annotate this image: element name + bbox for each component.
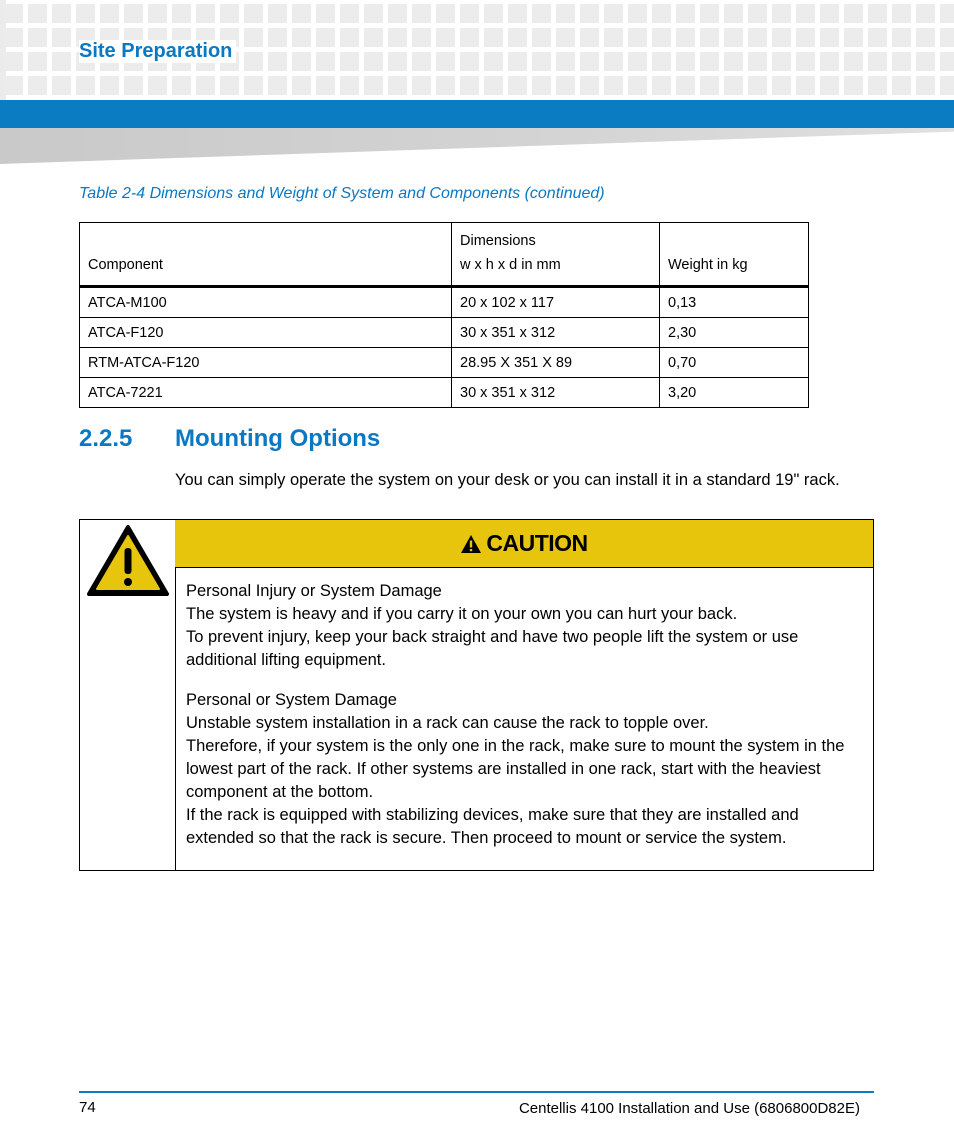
header-pattern-square xyxy=(676,52,695,71)
header-pattern-square xyxy=(292,4,311,23)
page-number: 74 xyxy=(79,1099,96,1116)
header-pattern-square xyxy=(196,4,215,23)
header-pattern-square xyxy=(772,52,791,71)
section-number: 2.2.5 xyxy=(79,425,133,452)
header-pattern-square xyxy=(244,28,263,47)
table-row xyxy=(80,348,809,378)
header-pattern-square xyxy=(292,52,311,71)
header-pattern-square xyxy=(748,52,767,71)
header-pattern-square xyxy=(556,28,575,47)
header-pattern-square xyxy=(388,28,407,47)
header-pattern-square xyxy=(820,52,839,71)
header-pattern-square xyxy=(700,28,719,47)
header-pattern-square xyxy=(124,4,143,23)
header-pattern-square xyxy=(868,28,887,47)
header-pattern-square xyxy=(628,4,647,23)
header-pattern-square xyxy=(268,76,287,95)
header-pattern-square xyxy=(76,4,95,23)
header-pattern-square xyxy=(28,76,47,95)
header-pattern-square xyxy=(268,28,287,47)
header-pattern-square xyxy=(652,28,671,47)
header-pattern-square xyxy=(436,28,455,47)
header-pattern-square xyxy=(148,4,167,23)
header-pattern-square xyxy=(316,28,335,47)
table-row xyxy=(80,378,809,408)
column-header-component: Component xyxy=(80,223,452,287)
header-pattern-square xyxy=(508,4,527,23)
header-blue-bar xyxy=(0,100,954,128)
header-pattern-square xyxy=(28,52,47,71)
caution-heading: Personal Injury or System Damage xyxy=(186,582,442,600)
header-pattern-square xyxy=(508,76,527,95)
header-pattern-square xyxy=(268,52,287,71)
table-cell: 2,30 xyxy=(660,318,809,348)
header-pattern-square xyxy=(796,76,815,95)
header-pattern-square xyxy=(820,28,839,47)
header-pattern-square xyxy=(484,52,503,71)
header-pattern-square xyxy=(652,4,671,23)
header-pattern-square xyxy=(580,52,599,71)
header-pattern-square xyxy=(892,4,911,23)
header-pattern-square xyxy=(52,4,71,23)
column-header-weight: Weight in kg xyxy=(660,223,809,287)
header-pattern-square xyxy=(532,52,551,71)
header-pattern-square xyxy=(172,76,191,95)
warning-triangle-icon xyxy=(86,524,170,598)
caution-text xyxy=(186,580,861,867)
header-pattern-square xyxy=(28,4,47,23)
table-cell: 0,13 xyxy=(660,287,809,318)
header-pattern-square xyxy=(388,76,407,95)
header-pattern-square xyxy=(220,4,239,23)
header-pattern-square xyxy=(916,76,935,95)
caution-line: To prevent injury, keep your back straight and have two people lift the system or use additional lifting equipment. xyxy=(186,628,799,669)
header-pattern-square xyxy=(292,28,311,47)
header-pattern-square xyxy=(580,28,599,47)
header-pattern-square xyxy=(484,4,503,23)
caution-banner xyxy=(175,520,873,568)
header-pattern-square xyxy=(676,28,695,47)
header-pattern-square xyxy=(364,28,383,47)
header-pattern-square xyxy=(892,28,911,47)
header-pattern-square xyxy=(820,4,839,23)
table-cell: RTM-ATCA-F120 xyxy=(80,348,452,378)
header-pattern-square xyxy=(340,52,359,71)
header-pattern-square xyxy=(340,76,359,95)
header-pattern-square xyxy=(460,52,479,71)
header-pattern-square xyxy=(388,52,407,71)
table-cell: 30 x 351 x 312 xyxy=(452,318,660,348)
header-pattern-square xyxy=(52,76,71,95)
caution-line: The system is heavy and if you carry it on your own you can hurt your back. xyxy=(186,605,738,623)
header-pattern-square xyxy=(292,76,311,95)
header-pattern-square xyxy=(796,52,815,71)
header-pattern-square xyxy=(892,52,911,71)
header-pattern-square xyxy=(436,52,455,71)
header-pattern-square xyxy=(604,4,623,23)
header-pattern-square xyxy=(700,76,719,95)
table-header-row xyxy=(80,223,809,287)
header-pattern-square xyxy=(364,4,383,23)
table-cell: 3,20 xyxy=(660,378,809,408)
header-pattern-square xyxy=(508,28,527,47)
header-pattern-square xyxy=(484,28,503,47)
header-pattern-square xyxy=(460,28,479,47)
footer-doc-title: Centellis 4100 Installation and Use (6806800D82E) xyxy=(518,1100,860,1117)
header-pattern-square xyxy=(724,52,743,71)
header-pattern-square xyxy=(772,76,791,95)
section-title: Mounting Options xyxy=(175,425,381,452)
header-pattern-square xyxy=(940,28,954,47)
header-pattern-square xyxy=(100,4,119,23)
header-pattern-square xyxy=(172,4,191,23)
header-pattern-square xyxy=(364,52,383,71)
header-pattern-square xyxy=(916,4,935,23)
header-pattern-square xyxy=(940,76,954,95)
header-pattern-square xyxy=(388,4,407,23)
header-pattern-square xyxy=(316,76,335,95)
header-pattern-square xyxy=(844,28,863,47)
header-pattern-square xyxy=(748,28,767,47)
header-pattern-square xyxy=(148,76,167,95)
header-pattern-square xyxy=(868,52,887,71)
header-pattern-square xyxy=(724,76,743,95)
header-pattern-square xyxy=(604,52,623,71)
header-pattern-square xyxy=(628,76,647,95)
header-pattern-square xyxy=(412,4,431,23)
header-pattern-square xyxy=(580,4,599,23)
header-pattern-square xyxy=(844,4,863,23)
header-pattern-square xyxy=(532,28,551,47)
table-cell: 0,70 xyxy=(660,348,809,378)
header-pattern-square xyxy=(4,52,23,71)
header-pattern-square xyxy=(436,4,455,23)
header-pattern-square xyxy=(820,76,839,95)
header-pattern-square xyxy=(316,52,335,71)
footer-rule xyxy=(79,1091,874,1093)
header-pattern-square xyxy=(364,76,383,95)
header-pattern-square xyxy=(268,4,287,23)
header-pattern-square xyxy=(580,76,599,95)
header-pattern-square xyxy=(748,76,767,95)
header-pattern-square xyxy=(916,52,935,71)
caution-label: CAUTION xyxy=(486,530,588,556)
header-pattern-square xyxy=(52,52,71,71)
table-cell: 20 x 102 x 117 xyxy=(452,287,660,318)
table-cell: ATCA-F120 xyxy=(80,318,452,348)
header-pattern-square xyxy=(844,52,863,71)
caution-heading: Personal or System Damage xyxy=(186,691,397,709)
header-pattern-square xyxy=(244,52,263,71)
header-grey-wedge xyxy=(0,128,954,164)
header-pattern-square xyxy=(556,52,575,71)
header-pattern-square xyxy=(868,4,887,23)
header-pattern-square xyxy=(556,76,575,95)
caution-line: If the rack is equipped with stabilizing devices, make sure that they are installed and extended so that the rack is secure. Then proceed to mount or service the system. xyxy=(186,806,799,847)
caution-small-icon xyxy=(460,534,482,554)
header-pattern-square xyxy=(556,4,575,23)
header-pattern-square xyxy=(244,4,263,23)
column-header-dimensions: Dimensions w x h x d in mm xyxy=(452,223,660,287)
header-pattern-square xyxy=(76,76,95,95)
header-pattern-square xyxy=(436,76,455,95)
header-pattern-square xyxy=(916,28,935,47)
header-pattern-square xyxy=(412,76,431,95)
caution-box xyxy=(79,519,874,871)
header-title: Site Preparation xyxy=(79,40,236,63)
header-pattern-square xyxy=(796,28,815,47)
caution-line: Therefore, if your system is the only one in the rack, make sure to mount the system in the lowest part of the rack. If other systems are installed in one rack, start with the heaviest component at the bottom. xyxy=(186,737,845,801)
dimensions-table xyxy=(79,222,809,408)
header-pattern-square xyxy=(652,52,671,71)
header-pattern-square xyxy=(796,4,815,23)
header-pattern-square xyxy=(340,28,359,47)
header-pattern-square xyxy=(100,76,119,95)
header-pattern-square xyxy=(412,28,431,47)
header-pattern-square xyxy=(724,4,743,23)
caution-block xyxy=(186,580,861,672)
header-pattern-square xyxy=(340,4,359,23)
header-pattern-square xyxy=(316,4,335,23)
caution-line: Unstable system installation in a rack can cause the rack to topple over. xyxy=(186,714,709,732)
header-pattern-square xyxy=(940,52,954,71)
header-pattern-square xyxy=(628,28,647,47)
header-pattern-square xyxy=(532,76,551,95)
header-pattern-square xyxy=(676,76,695,95)
header-pattern-square xyxy=(844,76,863,95)
header-pattern-square xyxy=(244,76,263,95)
header-pattern-square xyxy=(772,28,791,47)
table-row xyxy=(80,287,809,318)
header-pattern-square xyxy=(124,76,143,95)
header-pattern-square xyxy=(196,76,215,95)
table-caption: Table 2-4 Dimensions and Weight of System and Components (continued) xyxy=(79,185,605,202)
header-pattern-square xyxy=(4,28,23,47)
header-pattern-square xyxy=(700,52,719,71)
header-pattern-square xyxy=(28,28,47,47)
header-pattern-square xyxy=(748,4,767,23)
header-pattern-square xyxy=(532,4,551,23)
header-pattern-square xyxy=(52,28,71,47)
header-pattern-square xyxy=(676,4,695,23)
section-intro: You can simply operate the system on your desk or you can install it in a standard 19" rack. xyxy=(175,471,840,489)
header-pattern-square xyxy=(700,4,719,23)
header-pattern-square xyxy=(4,4,23,23)
table-cell: 30 x 351 x 312 xyxy=(452,378,660,408)
header-pattern-square xyxy=(508,52,527,71)
header-pattern-square xyxy=(628,52,647,71)
table-row xyxy=(80,318,809,348)
header-pattern-square xyxy=(412,52,431,71)
header-pattern-square xyxy=(940,4,954,23)
header-pattern-square xyxy=(604,76,623,95)
caution-block xyxy=(186,689,861,850)
caution-icon-cell xyxy=(80,520,176,870)
table-cell: ATCA-7221 xyxy=(80,378,452,408)
table-cell: ATCA-M100 xyxy=(80,287,452,318)
table-cell: 28.95 X 351 X 89 xyxy=(452,348,660,378)
header-pattern-square xyxy=(772,4,791,23)
header-pattern-square xyxy=(4,76,23,95)
header-pattern-square xyxy=(460,76,479,95)
header-pattern-square xyxy=(484,76,503,95)
header-pattern-square xyxy=(604,28,623,47)
header-pattern-square xyxy=(652,76,671,95)
header-pattern-square xyxy=(460,4,479,23)
header-pattern-square xyxy=(724,28,743,47)
header-pattern-square xyxy=(868,76,887,95)
header-pattern-square xyxy=(220,76,239,95)
header-pattern-square xyxy=(892,76,911,95)
